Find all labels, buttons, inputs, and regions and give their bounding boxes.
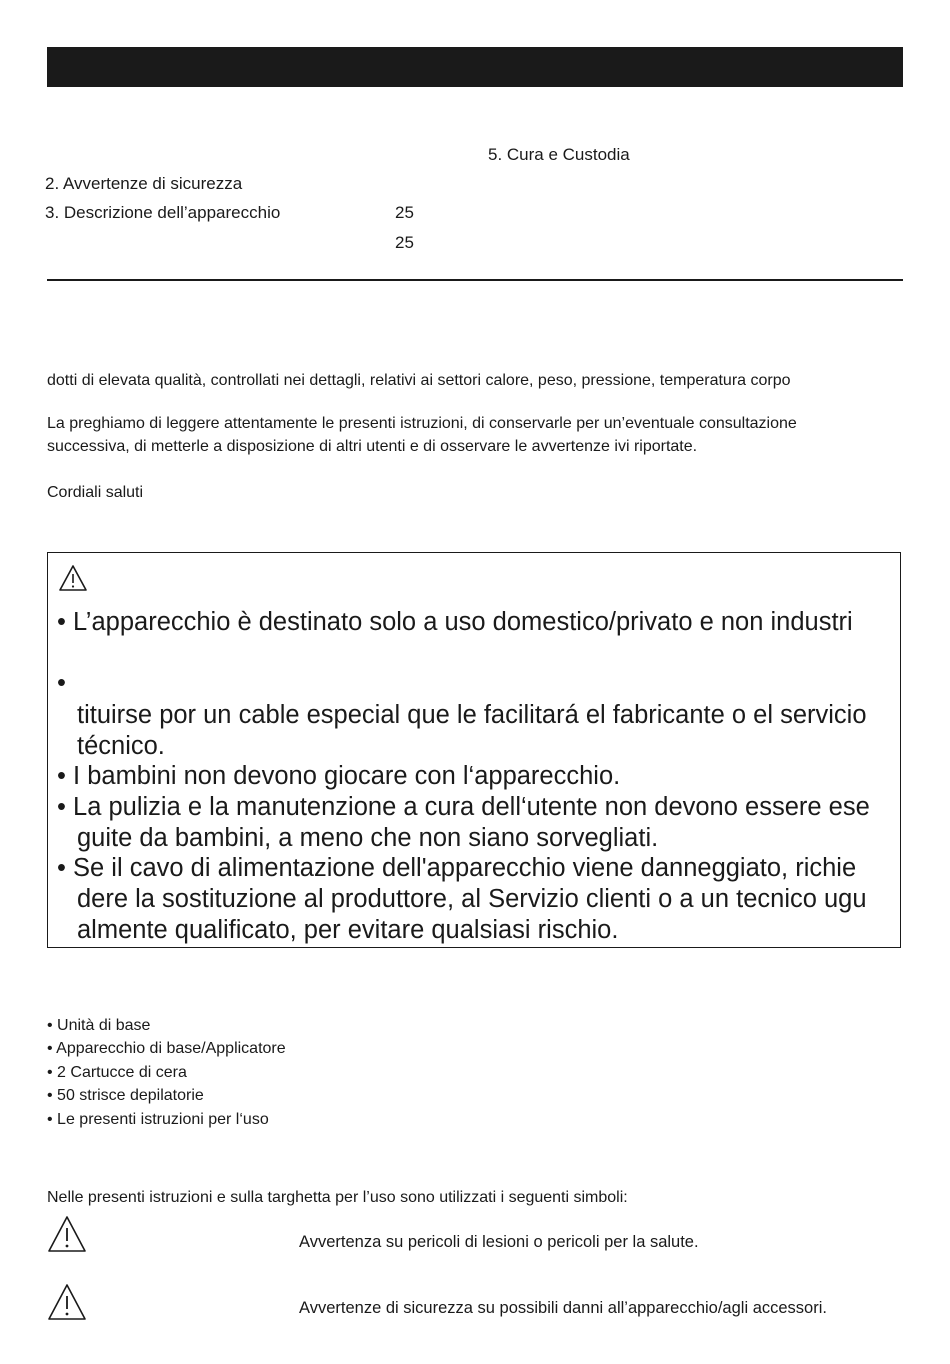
warning-item: • La pulizia e la manutenzione a cura dell‘utente non devono essere ese: [57, 793, 870, 821]
symbol-description: Avvertenza su pericoli di lesioni o pericoli per la salute.: [299, 1233, 699, 1251]
closing-greeting: Cordiali saluti: [47, 484, 144, 501]
toc-page-number: 25: [395, 233, 414, 252]
warning-item-continuation: tituirse por un cable especial que le facilitará el fabricante o el servicio: [77, 701, 867, 729]
warning-item-continuation: técnico.: [77, 732, 165, 760]
warning-item: • I bambini non devono giocare con l‘apparecchio.: [57, 762, 621, 790]
list-item: • Unità di base: [47, 1017, 151, 1034]
warning-item: •: [57, 669, 66, 697]
warning-item-continuation: almente qualificato, per evitare qualsiasi rischio.: [77, 916, 619, 944]
intro-line: dotti di elevata qualità, controllati nei dettagli, relativi ai settori calore, peso, pressione, temperatura corpo: [47, 372, 791, 389]
warning-item-continuation: guite da bambini, a meno che non siano sorvegliati.: [77, 824, 659, 852]
toc-page-number: 25: [395, 203, 414, 222]
toc-item-safety: 2. Avvertenze di sicurezza: [45, 174, 243, 193]
intro-paragraph-line: successiva, di metterle a disposizione di altri utenti e di osservare le avvertenze ivi riportate.: [47, 438, 698, 455]
warning-item-continuation: dere la sostituzione al produttore, al Servizio clienti o a un tecnico ugu: [77, 885, 867, 913]
symbol-description: Avvertenze di sicurezza su possibili danni all’apparecchio/agli accessori.: [299, 1299, 827, 1317]
warning-triangle-icon: [58, 564, 88, 592]
warning-triangle-icon: [47, 1283, 87, 1321]
list-item: • Apparecchio di base/Applicatore: [47, 1040, 286, 1057]
symbols-intro: Nelle presenti istruzioni e sulla targhetta per l’uso sono utilizzati i seguenti simboli:: [47, 1189, 628, 1206]
list-item: • Le presenti istruzioni per l‘uso: [47, 1111, 269, 1128]
list-item: • 50 strisce depilatorie: [47, 1087, 204, 1104]
list-item: • 2 Cartucce di cera: [47, 1064, 187, 1081]
toc-item-care: 5. Cura e Custodia: [488, 145, 630, 164]
warning-item: • Se il cavo di alimentazione dell'apparecchio viene danneggiato, richie: [57, 854, 857, 882]
section-divider: [47, 279, 903, 281]
toc-item-description: 3. Descrizione dell’apparecchio: [45, 203, 281, 222]
warning-triangle-icon: [47, 1215, 87, 1253]
intro-paragraph-line: La preghiamo di leggere attentamente le presenti istruzioni, di conservarle per un’eventuale consultazione: [47, 415, 797, 432]
warning-item: • L’apparecchio è destinato solo a uso domestico/privato e non industri: [57, 608, 853, 636]
header-bar: [47, 47, 903, 87]
